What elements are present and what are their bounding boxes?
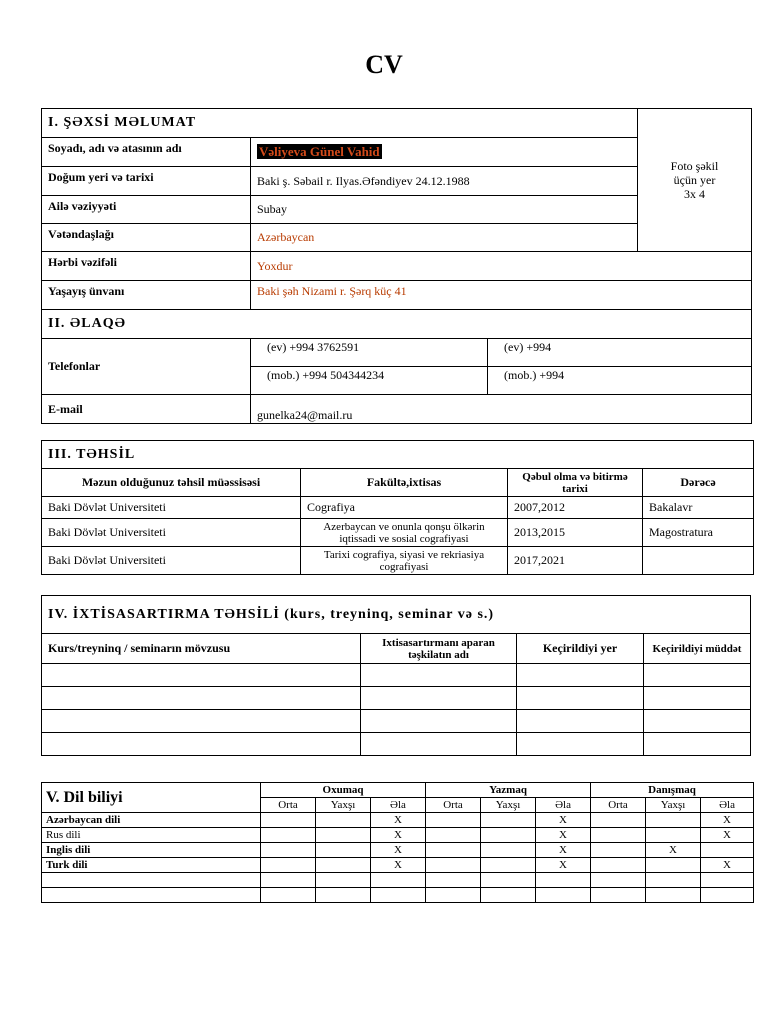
personal-row — [42, 281, 752, 310]
edu-cell — [643, 547, 754, 575]
table-row — [42, 858, 754, 873]
phone-mob-2: (mob.) +994 — [488, 367, 752, 395]
train-col-topic: Kurs/treyninq / seminarın mövzusu — [42, 634, 361, 664]
lang-mark: X — [371, 828, 426, 843]
lang-mark: X — [701, 858, 754, 873]
lang-level: Orta — [591, 798, 646, 813]
table-row — [42, 547, 754, 575]
lang-mark: X — [536, 843, 591, 858]
edu-col-degree: Dərəcə — [643, 469, 754, 497]
lang-mark — [646, 828, 701, 843]
lang-mark — [316, 843, 371, 858]
lang-name: Turk dili — [42, 858, 261, 873]
lang-mark — [591, 843, 646, 858]
edu-col-institution: Məzun olduğunuz təhsil müəssisəsi — [42, 469, 301, 497]
lang-level: Orta — [426, 798, 481, 813]
lang-level: Yaxşı — [316, 798, 371, 813]
lang-mark — [316, 858, 371, 873]
lang-mark — [646, 858, 701, 873]
label-birth: Doğum yeri və tarixi — [42, 167, 251, 196]
lang-mark: X — [536, 858, 591, 873]
lang-name: Inglis dili — [42, 843, 261, 858]
edu-cell: Bakalavr — [643, 497, 754, 519]
table-row — [42, 687, 751, 710]
lang-mark — [481, 813, 536, 828]
edu-col-dates: Qəbul olma və bitirmə tarixi — [508, 469, 643, 497]
table-row — [42, 888, 754, 903]
education-table — [41, 440, 754, 575]
table-row — [42, 733, 751, 756]
section-training-heading: IV. İXTİSASARTIRMA TƏHSİLİ (kurs, treyninq, seminar və s.) — [42, 596, 751, 634]
edu-cell: 2017,2021 — [508, 547, 643, 575]
label-email: E-mail — [42, 395, 251, 424]
lang-mark: X — [371, 813, 426, 828]
photo-placeholder — [638, 109, 752, 252]
personal-contact-table — [41, 108, 752, 424]
table-row — [42, 519, 754, 547]
edu-cell: 2013,2015 — [508, 519, 643, 547]
phone-home-2: (ev) +994 — [488, 339, 752, 367]
lang-level: Yaxşı — [481, 798, 536, 813]
lang-mark — [701, 843, 754, 858]
lang-mark — [316, 828, 371, 843]
phone-home-1: (ev) +994 3762591 — [251, 339, 488, 367]
edu-cell: Tarixi cografiya, siyasi ve rekriasiya cografiyasi — [301, 547, 508, 575]
value-military: Yoxdur — [251, 252, 752, 281]
lang-mark — [481, 858, 536, 873]
label-citizenship: Vətəndaşlağı — [42, 224, 251, 252]
lang-rows — [42, 813, 754, 903]
table-row — [42, 497, 754, 519]
edu-cell: Baki Dövlət Universiteti — [42, 497, 301, 519]
photo-line-3: 3x 4 — [684, 187, 705, 201]
phone-mob-1: (mob.) +994 504344234 — [251, 367, 488, 395]
table-row — [42, 828, 754, 843]
lang-group-speaking: Danışmaq — [591, 783, 754, 798]
lang-mark: X — [371, 843, 426, 858]
section-education-heading: III. TƏHSİL — [42, 441, 754, 469]
languages-table — [41, 782, 754, 903]
label-military: Hərbi vəzifəli — [42, 252, 251, 281]
training-table — [41, 595, 751, 756]
edu-cell: Baki Dövlət Universiteti — [42, 547, 301, 575]
lang-group-writing: Yazmaq — [426, 783, 591, 798]
table-row — [42, 664, 751, 687]
lang-level: Orta — [261, 798, 316, 813]
lang-group-reading: Oxumaq — [261, 783, 426, 798]
table-row — [42, 710, 751, 733]
lang-mark — [646, 813, 701, 828]
lang-mark — [316, 813, 371, 828]
lang-mark — [591, 813, 646, 828]
lang-mark — [481, 828, 536, 843]
value-citizenship: Azərbaycan — [251, 224, 638, 252]
personal-row — [42, 252, 752, 281]
photo-line-1: Foto şəkil — [670, 159, 719, 173]
lang-level: Əla — [701, 798, 754, 813]
edu-cell: 2007,2012 — [508, 497, 643, 519]
lang-name: Rus dili — [42, 828, 261, 843]
photo-line-2: üçün yer — [673, 173, 716, 187]
edu-cell: Cografiya — [301, 497, 508, 519]
value-family: Subay — [251, 196, 638, 224]
value-address: Baki şəh Nizami r. Şərq küç 41 — [251, 281, 752, 310]
lang-name: Azərbaycan dili — [42, 813, 261, 828]
train-col-place: Keçirildiyi yer — [517, 634, 644, 664]
train-col-duration: Keçirildiyi müddət — [644, 634, 751, 664]
lang-mark — [261, 828, 316, 843]
lang-mark — [261, 813, 316, 828]
lang-mark: X — [701, 813, 754, 828]
lang-level: Əla — [536, 798, 591, 813]
value-birth: Baki ş. Səbail r. Ilyas.Əfəndiyev 24.12.1988 — [251, 167, 638, 196]
table-row — [42, 873, 754, 888]
cv-title: CV — [365, 50, 403, 79]
lang-mark — [426, 843, 481, 858]
label-phones: Telefonlar — [42, 339, 251, 395]
lang-mark: X — [646, 843, 701, 858]
value-fullname: Vəliyeva Günel Vahid — [251, 138, 638, 167]
table-row — [42, 813, 754, 828]
lang-mark — [591, 828, 646, 843]
label-fullname: Soyadı, adı və atasının adı — [42, 138, 251, 167]
lang-mark — [261, 843, 316, 858]
value-email: gunelka24@mail.ru — [251, 395, 752, 424]
edu-cell: Azerbaycan ve onunla qonşu ölkərin iqtissadi ve sosial cografiyasi — [301, 519, 508, 547]
table-row — [42, 843, 754, 858]
edu-col-faculty: Fakültə,ixtisas — [301, 469, 508, 497]
lang-mark — [426, 828, 481, 843]
lang-mark — [261, 858, 316, 873]
label-address: Yaşayış ünvanı — [42, 281, 251, 310]
lang-mark — [481, 843, 536, 858]
lang-level: Yaxşı — [646, 798, 701, 813]
edu-cell: Baki Dövlət Universiteti — [42, 519, 301, 547]
label-family: Ailə vəziyyəti — [42, 196, 251, 224]
lang-mark: X — [536, 813, 591, 828]
section-languages-heading: V. Dil biliyi — [42, 783, 261, 813]
lang-mark — [426, 813, 481, 828]
lang-mark: X — [701, 828, 754, 843]
train-col-org: Ixtisasartırmanı aparan təşkilatın adı — [361, 634, 517, 664]
lang-mark — [426, 858, 481, 873]
lang-mark: X — [536, 828, 591, 843]
lang-mark: X — [371, 858, 426, 873]
section-personal-heading: I. ŞƏXSİ MƏLUMAT — [42, 109, 638, 138]
edu-cell: Magostratura — [643, 519, 754, 547]
lang-mark — [591, 858, 646, 873]
section-contact-heading: II. ƏLAQƏ — [42, 310, 752, 339]
lang-level: Əla — [371, 798, 426, 813]
